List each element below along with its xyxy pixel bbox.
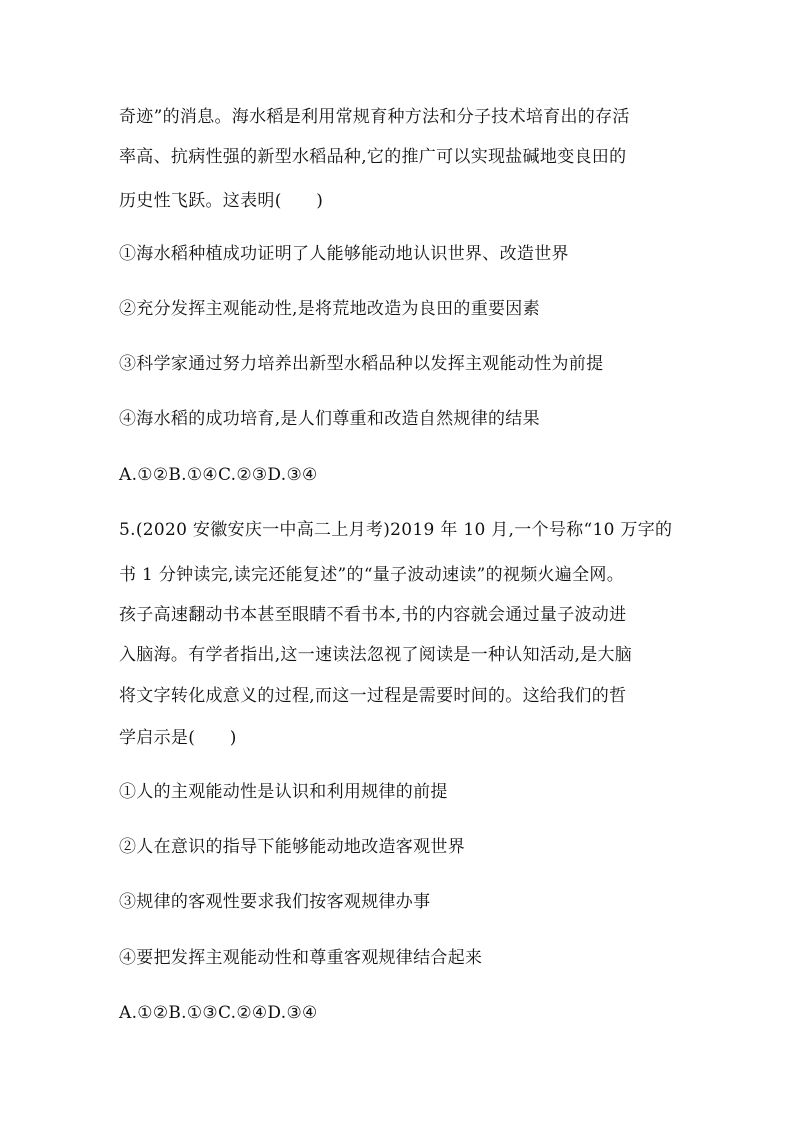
q4-statement-3: ③科学家通过努力培养出新型水稻品种以发挥主观能动性为前提 xyxy=(119,354,604,374)
q5-options: A.①②B.①③C.②④D.③④ xyxy=(119,1003,318,1023)
q4-stem-line-3: 历史性飞跃。这表明( ) xyxy=(119,191,324,211)
q5-stem-line-6: 学启示是( ) xyxy=(119,728,237,748)
q5-statement-1: ①人的主观能动性是认识和利用规律的前提 xyxy=(119,782,448,802)
q5-stem-line-4: 入脑海。有学者指出,这一速读法忽视了阅读是一种认知活动,是大脑 xyxy=(119,645,633,665)
q4-stem-line-1: 奇迹”的消息。海水稻是利用常规育种方法和分子技术培育出的存活 xyxy=(119,107,630,127)
q5-stem-line-2: 书 1 分钟读完,读完还能复述”的“量子波动速读”的视频火遍全网。 xyxy=(119,565,624,585)
q4-statement-1: ①海水稻种植成功证明了人能够能动地认识世界、改造世界 xyxy=(119,244,569,264)
q5-stem-line-3: 孩子高速翻动书本甚至眼睛不看书本,书的内容就会通过量子波动进 xyxy=(119,605,627,625)
q4-stem-line-2: 率高、抗病性强的新型水稻品种,它的推广可以实现盐碱地变良田的 xyxy=(119,147,627,167)
q4-statement-4: ④海水稻的成功培育,是人们尊重和改造自然规律的结果 xyxy=(119,409,540,429)
q5-stem-line-5: 将文字转化成意义的过程,而这一过程是需要时间的。这给我们的哲 xyxy=(119,686,627,706)
q5-statement-2: ②人在意识的指导下能够能动地改造客观世界 xyxy=(119,837,465,857)
q4-statement-2: ②充分发挥主观能动性,是将荒地改造为良田的重要因素 xyxy=(119,299,540,319)
q5-statement-3: ③规律的客观性要求我们按客观规律办事 xyxy=(119,892,431,912)
q5-stem-line-1: 5.(2020 安徽安庆一中高二上月考)2019 年 10 月,一个号称“10 万字的 xyxy=(119,520,673,540)
q5-statement-4: ④要把发挥主观能动性和尊重客观规律结合起来 xyxy=(119,948,483,968)
q4-options: A.①②B.①④C.②③D.③④ xyxy=(119,465,318,485)
